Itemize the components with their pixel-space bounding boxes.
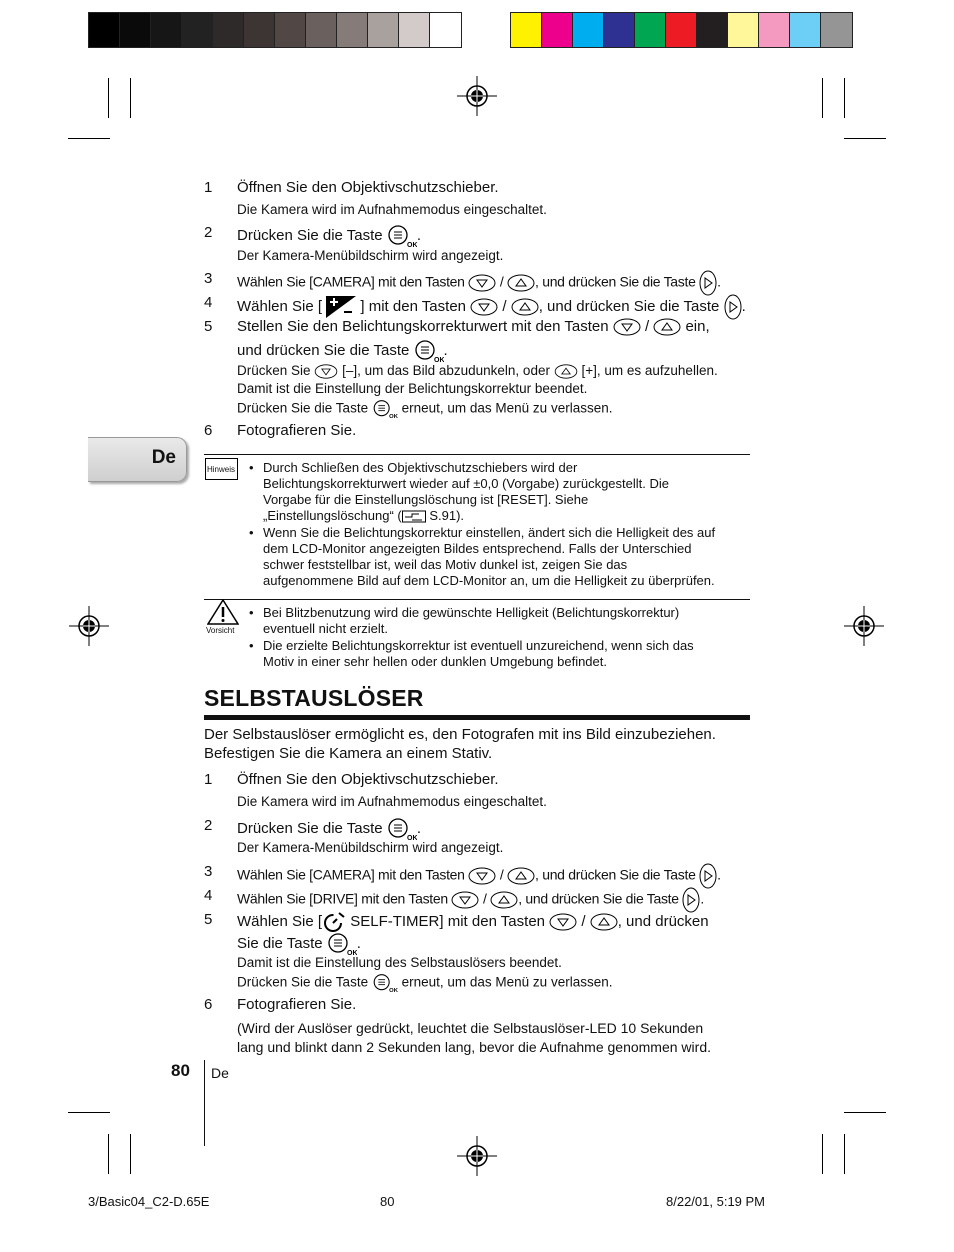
registration-mark-icon bbox=[69, 606, 109, 646]
calibration-swatch bbox=[368, 13, 399, 47]
svg-text:OK: OK bbox=[406, 242, 417, 248]
step-2-note: Der Kamera-Menübildschirm wird angezeigt. bbox=[237, 248, 504, 263]
slug-filename: 3/Basic04_C2-D.65E bbox=[88, 1194, 210, 1209]
caution-label: Vorsicht bbox=[206, 626, 235, 635]
slug-date: 8/22/01, 5:19 PM bbox=[666, 1194, 766, 1209]
calibration-swatch bbox=[728, 13, 759, 47]
step-5-note-line3: Drücken Sie die Taste OK erneut, um das Menü zu verlassen. bbox=[237, 400, 613, 419]
down-arrow-icon bbox=[470, 298, 498, 316]
warning-triangle-icon bbox=[207, 599, 239, 625]
slug-page: 80 bbox=[380, 1194, 395, 1209]
right-arrow-icon bbox=[699, 863, 717, 889]
section-title-rule bbox=[204, 715, 750, 720]
up-arrow-icon bbox=[653, 318, 681, 336]
svg-text:OK: OK bbox=[389, 414, 398, 419]
section-title: SELBSTAUSLÖSER bbox=[204, 685, 424, 711]
right-arrow-icon bbox=[682, 887, 700, 913]
step-5-note-line2: Damit ist die Einstellung der Belichtungskorrektur beendet. bbox=[237, 381, 588, 396]
calibration-swatch bbox=[511, 13, 542, 47]
crop-mark bbox=[822, 78, 823, 118]
crop-mark bbox=[68, 138, 110, 139]
timer-step-5-note-line1: Damit ist die Einstellung des Selbstauslösers beendet. bbox=[237, 955, 562, 970]
calibration-swatch bbox=[337, 13, 368, 47]
page-number: 80 bbox=[171, 1061, 190, 1080]
calibration-swatch bbox=[182, 13, 213, 47]
crop-mark bbox=[822, 1134, 823, 1174]
ok-menu-button-icon bbox=[387, 224, 417, 248]
down-arrow-icon bbox=[468, 867, 496, 885]
ok-menu-button-icon bbox=[414, 339, 444, 363]
crop-mark bbox=[844, 1134, 845, 1174]
ok-menu-button-icon bbox=[327, 932, 357, 956]
down-arrow-icon bbox=[613, 318, 641, 336]
footer-divider bbox=[204, 1060, 205, 1146]
side-tab-label: De bbox=[151, 447, 176, 468]
calibration-swatch bbox=[399, 13, 430, 47]
svg-text:OK: OK bbox=[346, 950, 357, 956]
timer-step-1-note: Die Kamera wird im Aufnahmemodus eingeschaltet. bbox=[237, 794, 547, 809]
crop-mark bbox=[130, 78, 131, 118]
calibration-swatch bbox=[120, 13, 151, 47]
color-calibration-bar bbox=[510, 12, 853, 48]
registration-mark-icon bbox=[457, 76, 497, 116]
gray-calibration-bar bbox=[88, 12, 462, 48]
calibration-swatch bbox=[151, 13, 182, 47]
crop-mark bbox=[844, 138, 886, 139]
down-arrow-icon bbox=[451, 891, 479, 909]
crop-mark bbox=[844, 78, 845, 118]
calibration-swatch bbox=[573, 13, 604, 47]
registration-mark-icon bbox=[457, 1136, 497, 1176]
ok-menu-button-icon bbox=[387, 817, 417, 841]
exposure-icon bbox=[326, 296, 356, 318]
crop-mark bbox=[108, 78, 109, 118]
timer-step-5-note-line2: Drücken Sie die Taste OK erneut, um das Menü zu verlassen. bbox=[237, 974, 613, 993]
hint-icon: Hinweis bbox=[205, 458, 238, 480]
calibration-swatch bbox=[430, 13, 461, 47]
ok-menu-button-icon bbox=[372, 399, 398, 419]
calibration-swatch bbox=[697, 13, 728, 47]
svg-text:OK: OK bbox=[433, 357, 444, 363]
crop-mark bbox=[108, 1134, 109, 1174]
svg-text:OK: OK bbox=[389, 988, 398, 993]
caution-top-rule bbox=[204, 599, 750, 600]
step-1-note: Die Kamera wird im Aufnahmemodus eingeschaltet. bbox=[237, 202, 547, 217]
up-arrow-icon bbox=[554, 364, 578, 379]
down-arrow-icon bbox=[314, 364, 338, 379]
up-arrow-icon bbox=[590, 913, 618, 931]
calibration-swatch bbox=[213, 13, 244, 47]
registration-mark-icon bbox=[844, 606, 884, 646]
calibration-swatch bbox=[666, 13, 697, 47]
reference-hand-icon bbox=[402, 510, 426, 523]
down-arrow-icon bbox=[549, 913, 577, 931]
language-side-tab bbox=[88, 437, 187, 482]
down-arrow-icon bbox=[468, 274, 496, 292]
calibration-swatch bbox=[542, 13, 573, 47]
up-arrow-icon bbox=[507, 274, 535, 292]
crop-mark bbox=[130, 1134, 131, 1174]
up-arrow-icon bbox=[507, 867, 535, 885]
crop-mark bbox=[68, 1112, 110, 1113]
timer-step-2-note: Der Kamera-Menübildschirm wird angezeigt. bbox=[237, 840, 504, 855]
right-arrow-icon bbox=[724, 294, 742, 320]
self-timer-icon bbox=[322, 911, 346, 933]
up-arrow-icon bbox=[490, 891, 518, 909]
crop-mark bbox=[844, 1112, 886, 1113]
calibration-swatch bbox=[759, 13, 790, 47]
calibration-swatch bbox=[275, 13, 306, 47]
svg-text:OK: OK bbox=[406, 835, 417, 841]
calibration-swatch bbox=[604, 13, 635, 47]
calibration-swatch bbox=[89, 13, 120, 47]
ok-menu-button-icon bbox=[372, 973, 398, 993]
step-5-note-line1: Drücken Sie [–], um das Bild abzudunkeln, oder [+], um es aufzuhellen. bbox=[237, 363, 718, 378]
calibration-swatch bbox=[306, 13, 337, 47]
calibration-swatch bbox=[821, 13, 852, 47]
hint-top-rule bbox=[204, 454, 750, 455]
up-arrow-icon bbox=[511, 298, 539, 316]
timer-step-6-note: (Wird der Auslöser gedrückt, leuchtet die Selbstauslöser-LED 10 Sekunden lang und blinkt dann 2 Sekunden lang, bevor die Aufnahme genommen wird. bbox=[237, 1020, 711, 1055]
calibration-swatch bbox=[790, 13, 821, 47]
calibration-swatch bbox=[244, 13, 275, 47]
section-intro: Der Selbstauslöser ermöglicht es, den Fotografen mit ins Bild einzubeziehen. Befestigen Sie die Kamera an einem Stativ. bbox=[204, 726, 716, 762]
right-arrow-icon bbox=[699, 270, 717, 296]
calibration-swatch bbox=[635, 13, 666, 47]
footer-language: De bbox=[211, 1065, 229, 1081]
